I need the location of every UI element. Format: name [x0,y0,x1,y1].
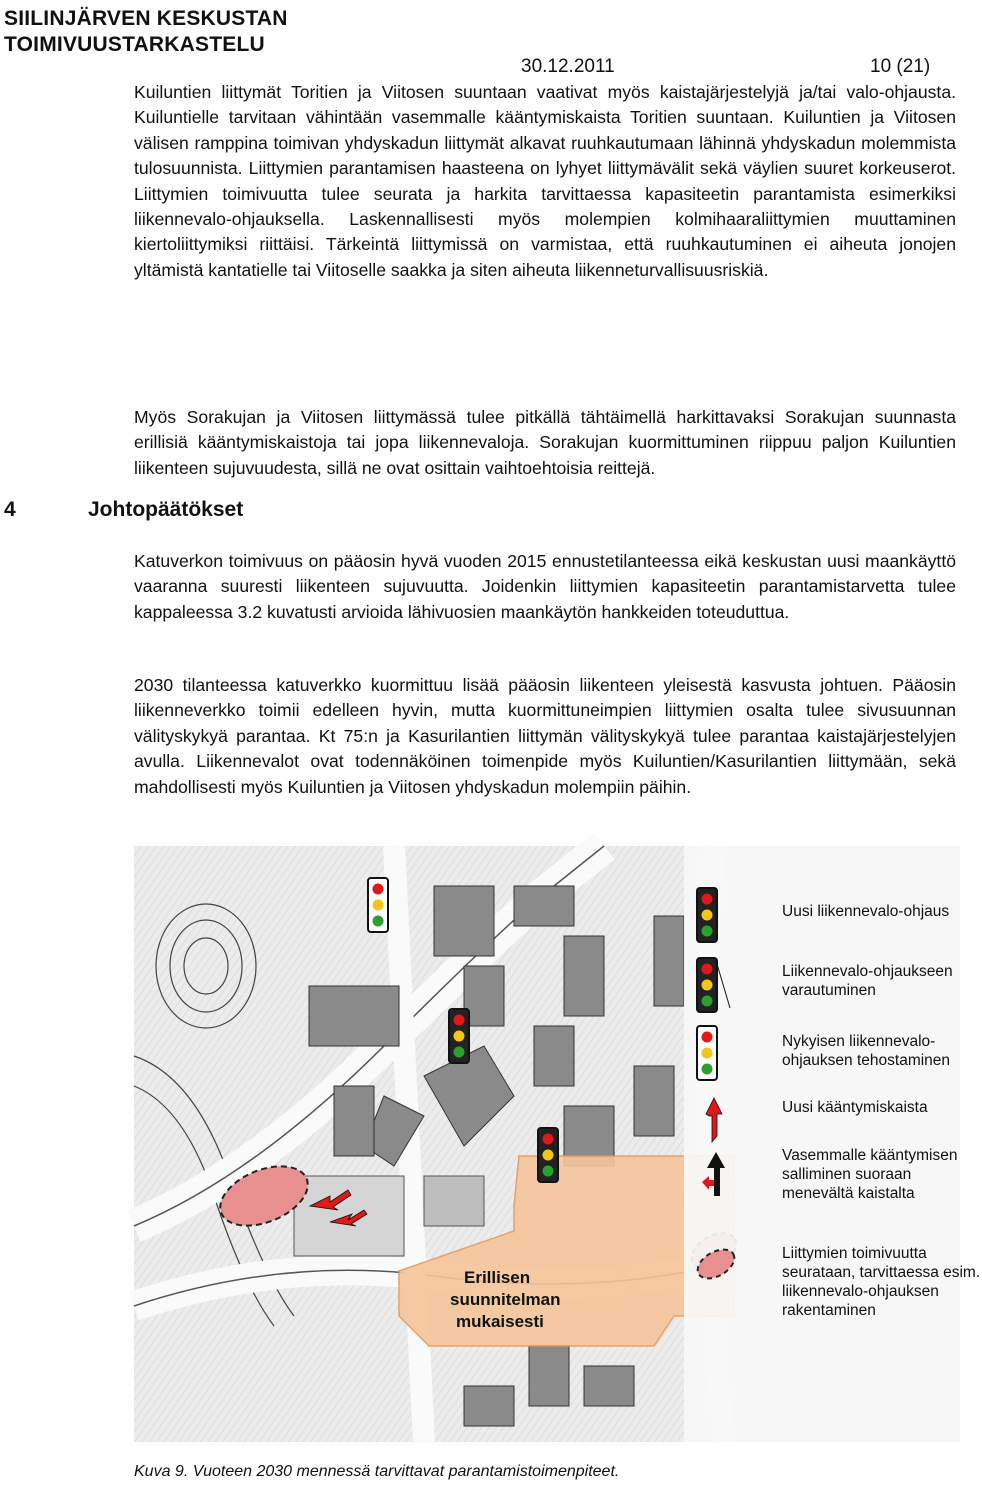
map-traffic-light-3 [538,1128,558,1182]
planning-area-label-line1: Erillisen [464,1268,531,1287]
legend-text: Liittymien toimivuutta seurataan, tarvittaessa esim. liikennevalo-ohjauksen rakentaminen [782,1245,981,1319]
page-number: 10 (21) [870,56,931,77]
legend-text: Liikennevalo-ohjaukseen varautuminen [782,963,953,999]
document-date: 30.12.2011 [521,56,615,77]
section-heading [4,498,243,522]
legend-text: Uusi liikennevalo-ohjaus [782,903,950,920]
map-traffic-light-1 [368,878,388,932]
planning-area-label-line2: suunnitelman [450,1290,561,1309]
paragraph-conclusion-2030: 2030 tilanteessa katuverkko kuormittuu lisää pääosin liikenteen yleisestä kasvusta johtuen. Pääosin liikenneverkko toimii edelleen hyvin, mutta kuormittuneimpien liittymien osalta tulee sivusuunnan välityskykyä parantaa. Kt 75:n ja Kasurilantien liittymän välityskykyä tulee parantaa kaistajärjestelyjen avulla. Liikennevalot ovat todennäköinen toimenpide myös Kuiluntien/Kasurilantien liittymään, sekä mahdollisesti myös Kuiluntien ja Viitosen yhdyskadun molempiin päihin. [134,675,956,797]
paragraph-sorakuja: Myös Sorakujan ja Viitosen liittymässä tulee pitkällä tähtäimellä harkittavaksi Sorakujan suunnasta erillisiä kääntymiskaistoja tai jopa liikennevaloja. Sorakujan kuormittuminen riippuu paljon Kuiluntien liikenteen sujuvuudesta, sillä ne ovat osittain vaihtoehtoisia reittejä. [134,407,956,478]
paragraph-conclusion-2015: Katuverkon toimivuus on pääosin hyvä vuoden 2015 ennustetilanteessa eikä keskustan uusi maankäyttö vaaranna suuresti liikenteen sujuvuutta. Joidenkin liittymien kapasiteetin parantamistarvetta tulee kappaleessa 3.2 kuvatusti arvioida lähivuosien maankäytön hankkeiden toteuduttua. [134,551,956,622]
map-drawing [134,846,960,1442]
improvement-map [134,846,981,1442]
figure-caption: Kuva 9. Vuoteen 2030 mennessä tarvittavat parantamistoimenpiteet. [134,1463,620,1480]
section-title: Johtopäätökset [88,498,244,521]
legend-text: Vasemmalle kääntymisen salliminen suoraan menevältä kaistalta [782,1147,958,1202]
document-title-line2: TOIMIVUUSTARKASTELU [4,33,265,56]
document-title-line1: SIILINJÄRVEN KESKUSTAN [4,7,288,30]
legend-text: Uusi kääntymiskaista [782,1099,928,1116]
planning-area-label-line3: mukaisesti [456,1312,544,1331]
legend-icon-new-traffic-light [697,888,717,942]
legend-icon-enhanced-traffic-light [697,1026,717,1080]
paragraph-junctions: Kuiluntien liittymät Toritien ja Viitosen suuntaan vaativat myös kaistajärjestelyjä ja/tai valo-ohjausta. Kuiluntielle tarvitaan vähintään vasemmalle kääntymiskaista Toritien suuntaan. Kuiluntien ja Viitosen välisen ramppina toimivan yhdyskadun liittymät alkavat ruuhkautumaan lähinnä yhdyskadun molemmista tulosuunnista. Liittymien parantamisen haasteena on lyhyet liittymävälit sekä väylien suuret korkeuserot. Liittymien toimivuutta tulee seurata ja harkita tarvittaessa kapasiteetin parantamista esimerkiksi liikennevalo-ohjauksella. Laskennallisesti myös molempien kolmihaaraliittymien muuttaminen kiertoliittymiksi riittäisi. Tärkeintä liittymissä on varmistaa, että ruuhkautuminen ei aiheuta jonojen yltämistä kantatielle tai Viitoselle saakka ja siten aiheuta liikenneturvallisuusriskiä. [134,82,956,280]
map-traffic-light-2 [449,1009,469,1063]
legend-text: Nykyisen liikennevalo-ohjauksen tehostaminen [782,1033,951,1069]
section-number: 4 [4,498,16,521]
